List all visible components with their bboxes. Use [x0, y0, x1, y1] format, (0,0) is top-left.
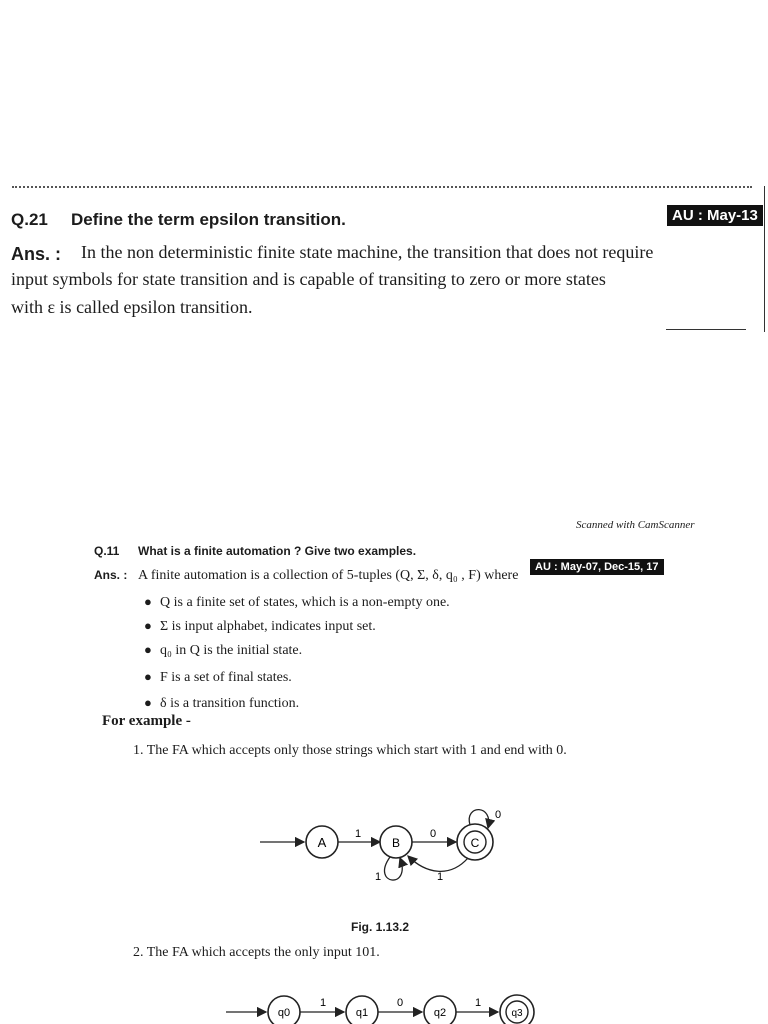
q11-number: Q.11 [94, 544, 120, 558]
fa-diagram-1 [250, 800, 520, 890]
bullet-item-1 [144, 594, 450, 611]
q11-au-badge: AU : May-07, Dec-15, 17 [530, 559, 664, 575]
edge-b-self [385, 857, 403, 880]
section-end-rule [666, 329, 746, 330]
bullet-text: q₀ in Q is the initial state. [160, 643, 303, 658]
bullet-text: F is a set of final states. [160, 670, 292, 685]
state-a-label: A [317, 835, 327, 850]
state-b-label: B [391, 836, 401, 850]
edge-b-self-label: 1 [374, 871, 382, 883]
bullet-text: Σ is input alphabet, indicates input set. [160, 619, 376, 634]
edge-q2-q3-label: 1 [474, 997, 482, 1009]
bullet-icon: ● [144, 618, 152, 633]
example-2-text: 2. The FA which accepts the only input 101. [133, 945, 380, 960]
state-c-label: C [470, 836, 480, 850]
bullet-text: δ is a transition function. [160, 696, 300, 711]
state-q0-label: q0 [277, 1007, 291, 1019]
bullet-item-2 [144, 618, 376, 635]
scan-watermark: Scanned with CamScanner [576, 519, 695, 531]
edge-b-c-label: 0 [429, 828, 437, 840]
edge-a-b-label: 1 [354, 828, 362, 840]
q11-question: What is a finite automation ? Give two examples. [138, 544, 417, 558]
q21-number: Q.21 [11, 210, 48, 229]
q21-au-badge: AU : May-13 [667, 205, 763, 226]
for-example-label: For example - [102, 713, 191, 729]
q11-answer-text: A finite automation is a collection of 5-tuples (Q, Σ, δ, q₀ , F) where [138, 568, 519, 583]
state-q3-label: q3 [511, 1008, 523, 1019]
state-q1-label: q1 [355, 1007, 369, 1019]
fa-diagram-2 [222, 990, 542, 1024]
edge-c-b [408, 856, 468, 871]
q11-answer-label: Ans. : [94, 568, 128, 582]
page1-right-rule [764, 186, 765, 332]
bullet-icon: ● [144, 594, 152, 609]
edge-q1-q2-label: 0 [396, 997, 404, 1009]
q21-answer-line-1: In the non deterministic finite state machine, the transition that does not require [81, 242, 654, 262]
bullet-item-5 [144, 695, 299, 712]
q21-question: Define the term epsilon transition. [71, 210, 346, 229]
bullet-icon: ● [144, 669, 152, 684]
edge-c-self-label: 0 [494, 809, 502, 821]
edge-c-b-label: 1 [436, 871, 444, 883]
bullet-item-4 [144, 669, 292, 686]
q21-answer-line-2: input symbols for state transition and is capable of transiting to zero or more states [11, 269, 606, 289]
top-cut-line [12, 186, 752, 188]
q21-answer-line-3: with ε is called epsilon transition. [11, 297, 253, 317]
edge-q0-q1-label: 1 [319, 997, 327, 1009]
q21-answer-label: Ans. : [11, 244, 62, 264]
bullet-item-3 [144, 642, 302, 659]
bullet-icon: ● [144, 642, 152, 657]
bullet-icon: ● [144, 695, 152, 710]
bullet-text: Q is a finite set of states, which is a non-empty one. [160, 595, 450, 610]
state-q2-label: q2 [433, 1007, 447, 1019]
figure-caption: Fig. 1.13.2 [351, 920, 410, 934]
example-1-text: 1. The FA which accepts only those strings which start with 1 and end with 0. [133, 743, 567, 758]
